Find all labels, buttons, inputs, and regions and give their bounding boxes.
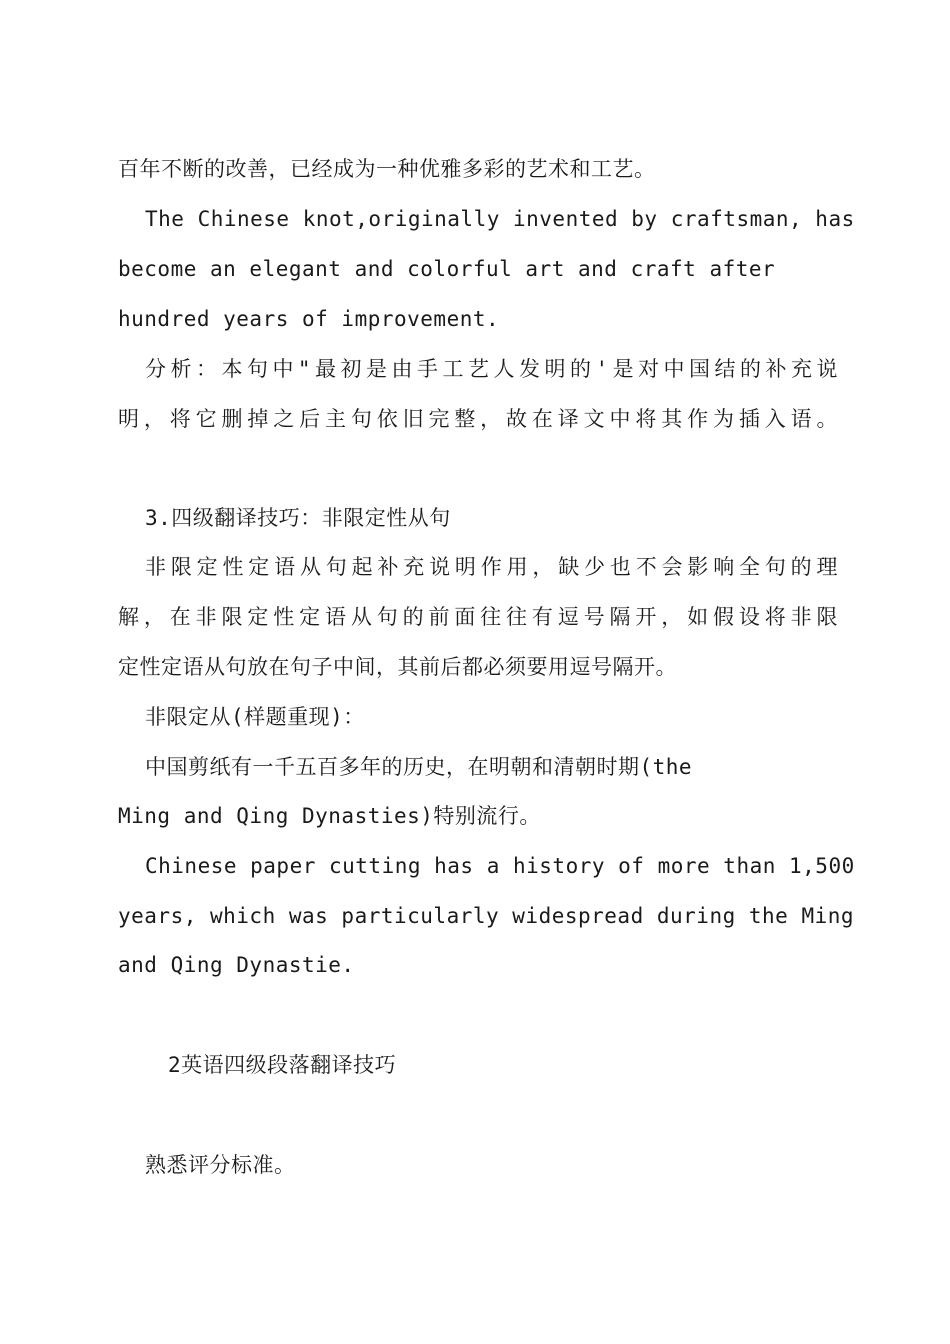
text-line: The Chinese knot,originally invented by craftsman, has [145, 207, 855, 231]
text-line: become an elegant and colorful art and craft after [118, 257, 776, 281]
section-heading: 3.四级翻译技巧：非限定性从句 [145, 506, 451, 530]
text-line: 分析：本句中"最初是由手工艺人发明的'是对中国结的补充说 [145, 357, 838, 381]
text-line: 解，在非限定性定语从句的前面往往有逗号隔开，如假设将非限 [118, 605, 838, 629]
text-line: 定性定语从句放在句子中间，其前后都必须要用逗号隔开。 [118, 655, 677, 679]
text-line: 非限定从(样题重现)： [145, 705, 365, 729]
section-heading: 2英语四级段落翻译技巧 [168, 1053, 397, 1077]
text-line: 明，将它删掉之后主句依旧完整，故在译文中将其作为插入语。 [118, 407, 838, 431]
text-line: 中国剪纸有一千五百多年的历史，在明朝和清朝时期(the [145, 755, 693, 779]
text-line: Ming and Qing Dynasties)特别流行。 [118, 804, 541, 828]
text-line: 百年不断的改善，已经成为一种优雅多彩的艺术和工艺。 [118, 157, 656, 181]
text-line: Chinese paper cutting has a history of more than 1,500 [145, 854, 855, 878]
text-line: 熟悉评分标准。 [145, 1153, 296, 1177]
text-line: 非限定性定语从句起补充说明作用，缺少也不会影响全句的理 [145, 555, 838, 579]
text-line: years, which was particularly widespread during the Ming [118, 904, 855, 928]
text-line: hundred years of improvement. [118, 307, 500, 331]
text-line: and Qing Dynastie. [118, 953, 355, 977]
